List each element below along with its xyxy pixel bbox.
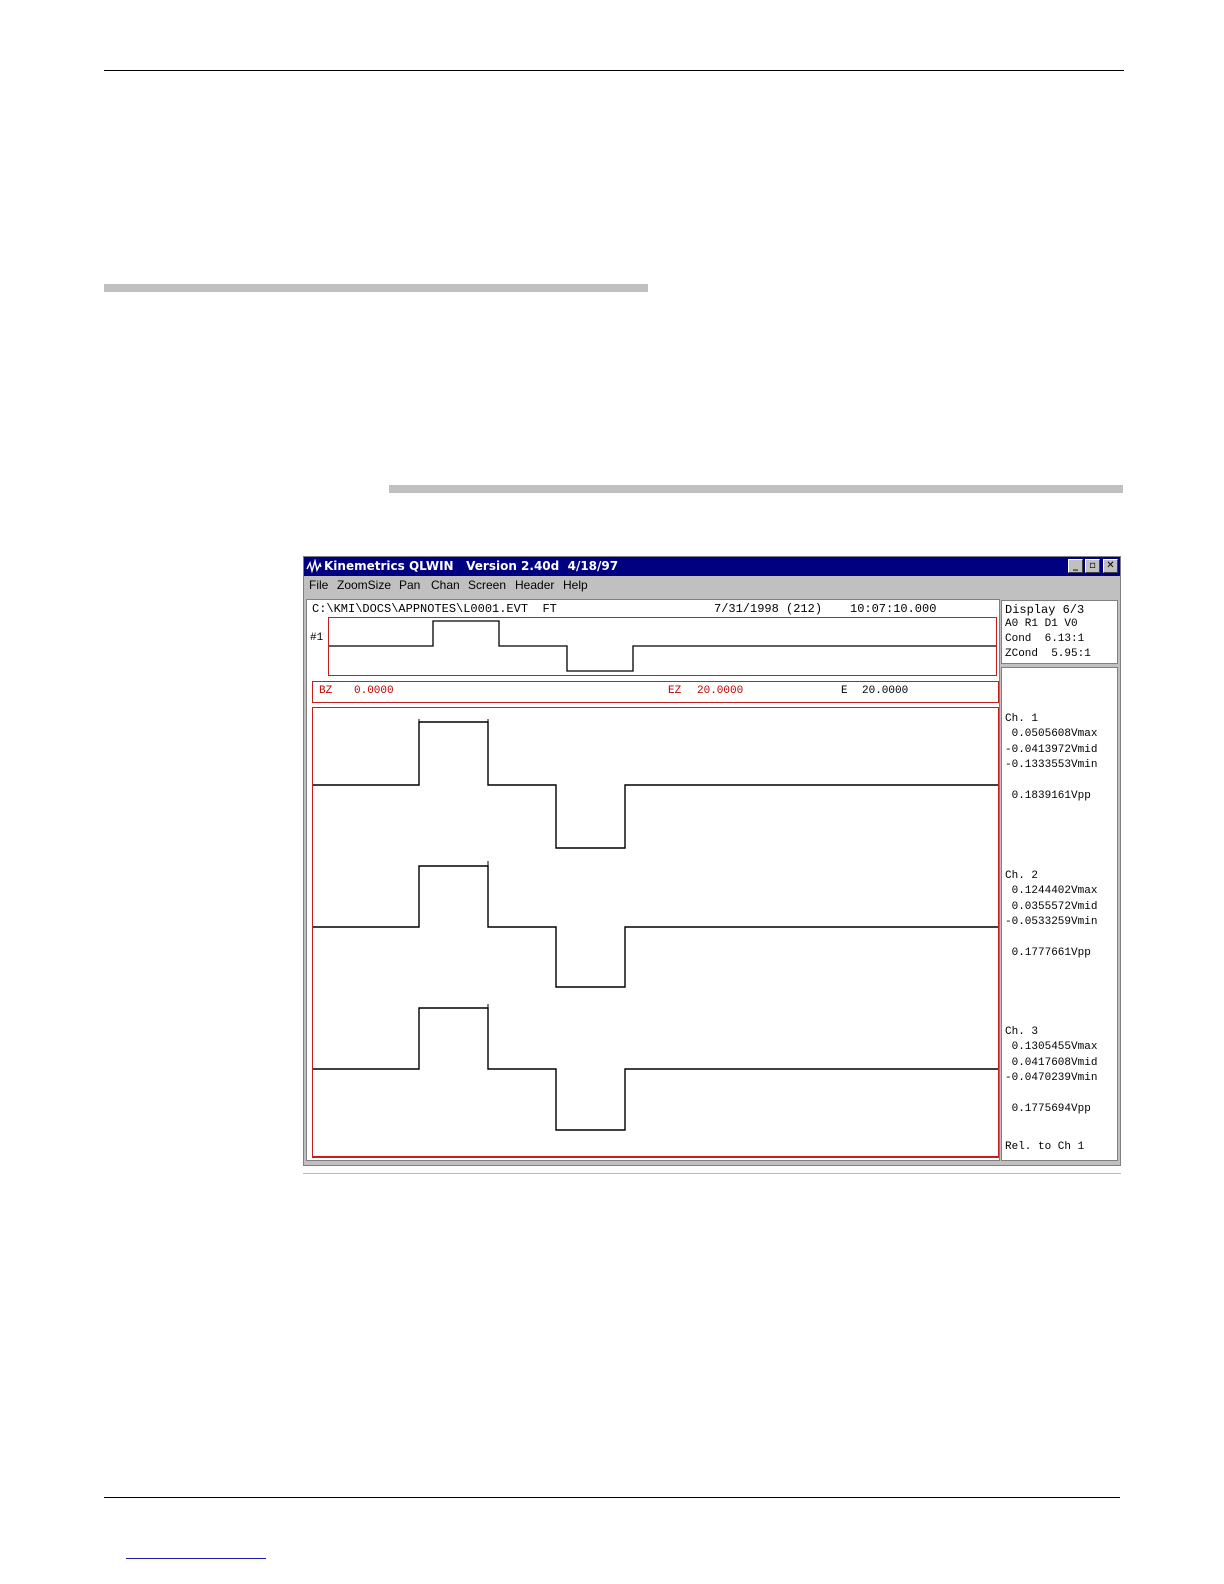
menu-header[interactable]: Header	[515, 578, 555, 592]
display-info-panel	[1001, 600, 1118, 664]
ch1-vmid: -0.0413972Vmid	[1005, 744, 1098, 756]
page-header-rule	[104, 70, 1124, 71]
ch3-vmid: 0.0417608Vmid	[1005, 1057, 1098, 1069]
record-time: 10:07:10.000	[850, 602, 937, 616]
channel-3-trace	[313, 1004, 998, 1130]
overview-trace-box[interactable]	[328, 617, 997, 676]
title-bar[interactable]	[304, 557, 1120, 576]
minimize-button[interactable]: _	[1068, 559, 1083, 573]
menu-screen[interactable]: Screen	[468, 578, 507, 592]
restore-button[interactable]: ▫	[1085, 559, 1100, 573]
qlwin-window	[303, 556, 1121, 1166]
menu-help[interactable]: Help	[563, 578, 588, 592]
zoom-range-bar[interactable]	[312, 681, 999, 703]
window-title: Kinemetrics QLWIN Version 2.40d 4/18/97	[324, 559, 619, 573]
record-date: 7/31/1998 (212)	[714, 602, 823, 616]
ch3-vmin: -0.0470239Vmin	[1005, 1072, 1098, 1084]
ch2-vpp: 0.1777661Vpp	[1005, 947, 1091, 959]
channel-2-trace	[313, 861, 998, 987]
menu-bar	[304, 576, 1120, 596]
overview-trace	[329, 618, 996, 675]
ez-label: EZ	[668, 685, 682, 697]
relative-note: Rel. to Ch 1	[1005, 1141, 1085, 1153]
channel-stats-panel	[1001, 667, 1118, 1161]
bz-label: BZ	[319, 685, 333, 697]
channel-1-trace	[313, 719, 998, 848]
file-path: C:\KMI\DOCS\APPNOTES\L0001.EVT FT	[312, 602, 557, 616]
ez-value: 20.0000	[697, 685, 744, 697]
page-footer-rule	[104, 1497, 1120, 1498]
ch1-vmax: 0.0505608Vmax	[1005, 728, 1098, 740]
menu-pan[interactable]: Pan	[399, 578, 421, 592]
ch1-vmin: -0.1333553Vmin	[1005, 759, 1098, 771]
ch3-vpp: 0.1775694Vpp	[1005, 1103, 1091, 1115]
ch3-name: Ch. 3	[1005, 1026, 1039, 1038]
channel-traces-box[interactable]	[312, 707, 999, 1157]
zcond-ratio: ZCond 5.95:1	[1005, 648, 1091, 660]
ch2-name: Ch. 2	[1005, 870, 1039, 882]
e-label: E	[841, 685, 848, 697]
ch1-name: Ch. 1	[1005, 713, 1039, 725]
menu-chan[interactable]: Chan	[431, 578, 460, 592]
ch2-vmid: 0.0355572Vmid	[1005, 901, 1098, 913]
overview-channel-label: #1	[310, 632, 324, 644]
menu-file[interactable]: File	[309, 578, 329, 592]
e-value: 20.0000	[862, 685, 909, 697]
subsection-divider-bar	[389, 485, 1123, 493]
close-button[interactable]: ✕	[1103, 559, 1118, 573]
ch2-vmax: 0.1244402Vmax	[1005, 885, 1098, 897]
bottom-red-rule	[312, 1157, 999, 1158]
waveform-display[interactable]	[306, 599, 1000, 1161]
cond-ratio: Cond 6.13:1	[1005, 633, 1085, 645]
bz-value: 0.0000	[354, 685, 394, 697]
ch1-vpp: 0.1839161Vpp	[1005, 790, 1091, 802]
section-divider-bar	[104, 284, 648, 292]
screenshot-underline	[303, 1173, 1121, 1174]
display-mode: Display 6/3	[1005, 603, 1085, 617]
ch2-vmin: -0.0533259Vmin	[1005, 916, 1098, 928]
menu-zoomsize[interactable]: ZoomSize	[337, 578, 392, 592]
display-flags: A0 R1 D1 V0	[1005, 618, 1078, 630]
ch3-vmax: 0.1305455Vmax	[1005, 1041, 1098, 1053]
app-waveform-icon	[306, 559, 322, 574]
footer-link-underline[interactable]	[126, 1558, 266, 1559]
channel-traces	[313, 708, 998, 1156]
